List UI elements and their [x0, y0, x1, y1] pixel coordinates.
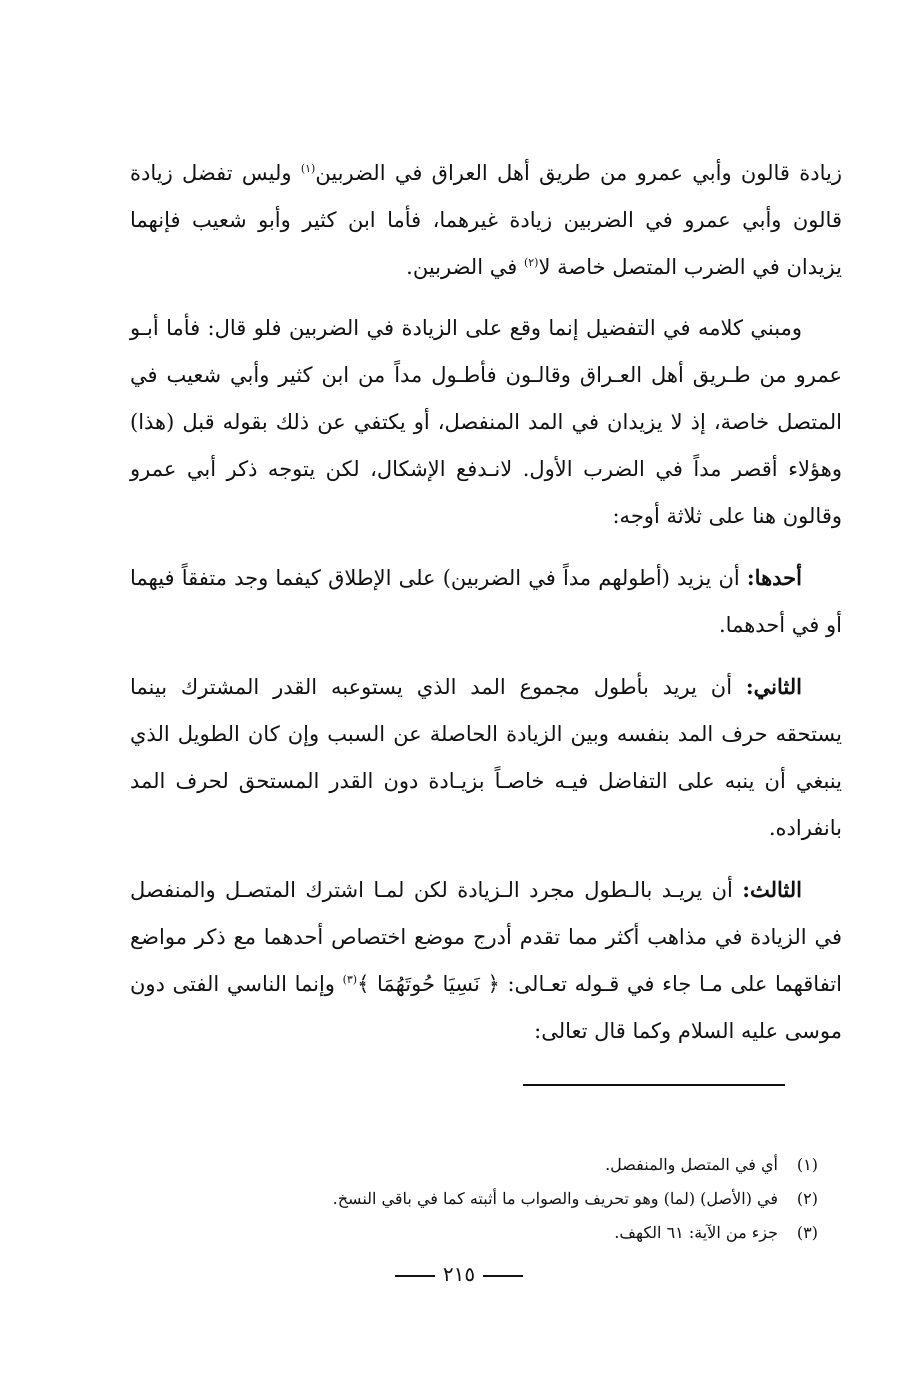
- footnote-ref-3: (٣): [342, 973, 358, 986]
- page-number: [0, 1262, 918, 1286]
- paragraph-first-aspect: أحدها: أن يزيد (أطولهم مداً في الضربين) على الإطلاق كيفما وجد متفقاً فيهما أو في أحدهما.: [130, 565, 842, 637]
- footnote-divider: [523, 1084, 785, 1086]
- page-number-dash-left: [395, 1275, 435, 1277]
- footnote-2: (٢)في (الأصل) (لما) وهو تحريف والصواب ما أثبته كما في باقي النسخ.: [332, 1189, 818, 1208]
- footnote-1: (١)أي في المتصل والمنفصل.: [605, 1155, 818, 1174]
- second-aspect-heading: الثاني:: [745, 674, 802, 699]
- footnote-ref-2: (٢): [523, 256, 539, 269]
- page-number-value: ٢١٥: [442, 1262, 476, 1286]
- footnotes: [200, 1148, 818, 1250]
- paragraph-1: زيادة قالون وأبي عمرو من طريق أهل العراق في الضربين$^{(١)}$ وليس تفضل زيادة قالون وأبي عمرو في الضربين زيادة غيرهما، فأما ابن كثير وأبو شعيب فإنهما يزيدان في الضرب المتصل خاصة لا$^{(٢)}$ في الضربين.: [130, 161, 842, 279]
- footnote-3: (٣)جزء من الآية: ٦١ الكهف.: [614, 1223, 818, 1242]
- paragraph-third-aspect: الثالث: أن يريـد بالـطول مجرد الـزيادة لكن لمـا اشترك المتصـل والمنفصل في الزيادة في مذاهب أكثر مما تقدم أدرج موضع اختصاص أحدهما مع ذكر مواضع اتفاقهما على مـا جاء في قـوله تعـالى: ﴿ نَسِيَا حُوتَهُمَا ﴾$^{(٣)}$ وإنما الناسي الفتى دون موسى عليه السلام وكما قال تعالى:: [130, 877, 843, 1043]
- third-aspect-heading: الثالث:: [742, 877, 802, 902]
- paragraph-2: ومبني كلامه في التفضيل إنما وقع على الزيادة في الضربين فلو قال: فأما أبـو عمرو من طـريق أهل العـراق وقالـون فأطـول مداً من ابن كثير وأبي شعيب في المتصل خاصة، إذ لا يزيدان في المد المنفصل، أو يكتفي عن ذلك بقوله قبل (هذا) وهؤلاء أقصر مداً في الضرب الأول. لانـدفع الإشكال، لكن يتوجه ذكر أبي عمرو وقالون هنا على ثلاثة أوجه:: [130, 316, 842, 528]
- first-aspect-heading: أحدها:: [746, 565, 802, 590]
- main-text: [130, 150, 842, 1069]
- page-number-dash-right: [483, 1275, 523, 1277]
- quran-quote: ﴿ نَسِيَا حُوتَهُمَا ﴾: [357, 972, 500, 996]
- footnote-ref-1: (١): [300, 162, 316, 175]
- paragraph-second-aspect: الثاني: أن يريد بأطول مجموع المد الذي يستوعبه القدر المشترك بينما يستحقه حرف المد بنفسه وبين الزيادة الحاصلة عن السبب وإن كان الطويل الذي ينبغي أن ينبه على التفاضل فيـه خاصـاً بزيـادة دون القدر المستحق لحرف المد بانفراده.: [130, 674, 842, 840]
